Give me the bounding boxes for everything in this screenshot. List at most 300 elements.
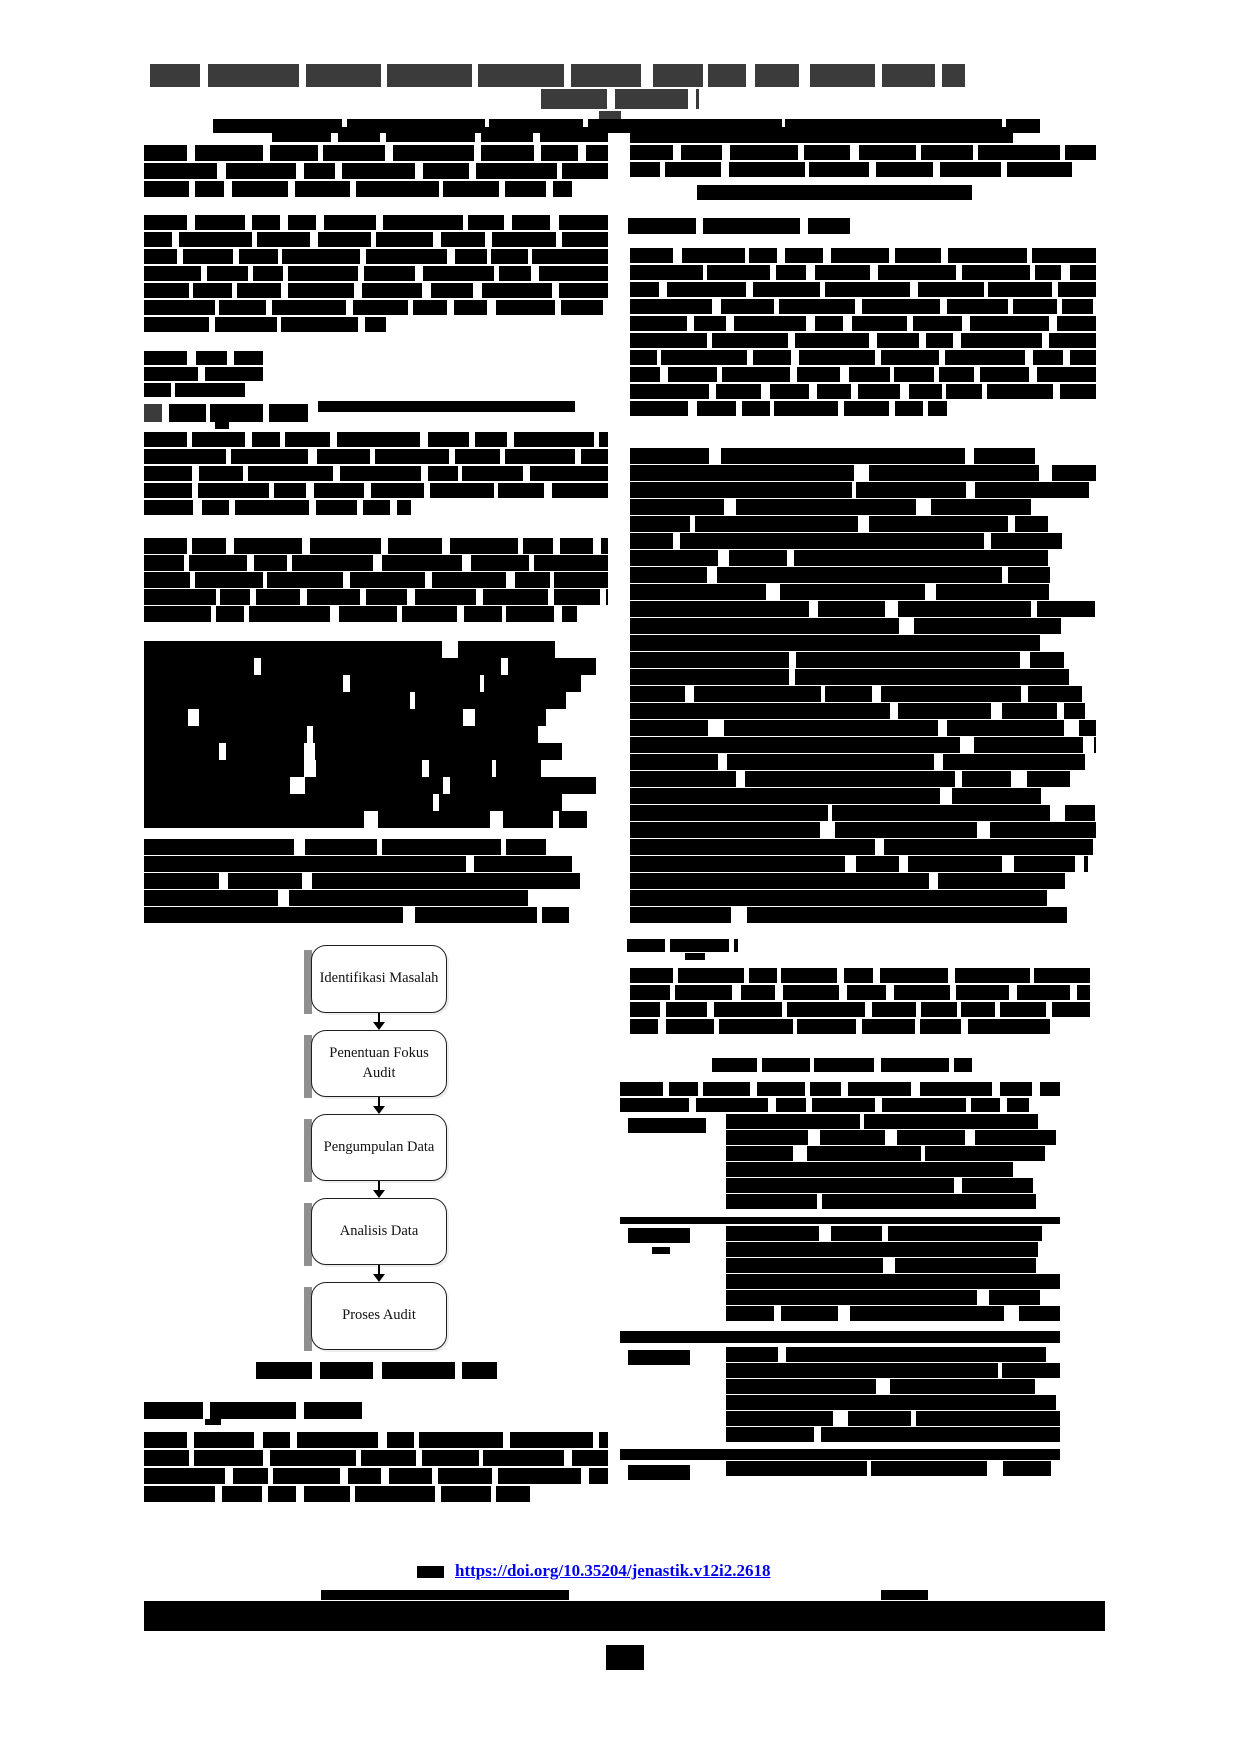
redaction-fragment xyxy=(270,907,402,923)
redaction-abstract-line-1 xyxy=(272,127,608,142)
redaction-fragment xyxy=(630,771,736,787)
redaction-fragment xyxy=(862,1019,915,1034)
redaction-fragment xyxy=(144,794,281,811)
redaction-fragment xyxy=(144,383,171,397)
redaction-fragment xyxy=(318,401,575,412)
flow-step-box xyxy=(311,1030,447,1097)
redaction-fragment xyxy=(606,589,608,605)
redaction-fragment xyxy=(898,703,991,719)
redaction-fragment xyxy=(505,181,546,197)
redaction-fragment xyxy=(443,181,499,197)
redaction-fragment xyxy=(721,448,839,464)
flow-step-label: Analisis Data xyxy=(339,1222,419,1239)
redaction-fragment xyxy=(882,64,935,87)
redaction-fragment xyxy=(462,466,523,481)
redaction-fragment xyxy=(925,1146,1045,1161)
redaction-fragment xyxy=(337,432,420,447)
redaction-fragment xyxy=(708,64,746,87)
redaction-fragment xyxy=(936,584,1049,600)
redaction-fragment xyxy=(939,367,974,382)
flow-arrow-down xyxy=(373,1097,385,1114)
redaction-fragment xyxy=(974,737,1082,753)
redaction-table-row1-content xyxy=(726,1114,1060,1214)
redaction-abstract-p1 xyxy=(144,145,608,200)
redaction-fragment xyxy=(479,873,550,889)
redaction-fragment xyxy=(726,1379,876,1394)
redaction-fragment xyxy=(670,939,730,952)
flow-step-label: Identifikasi Masalah xyxy=(319,970,439,987)
redaction-fragment xyxy=(749,248,777,263)
redaction-fragment xyxy=(781,968,837,983)
redaction-fragment xyxy=(292,692,409,709)
redaction-fragment xyxy=(630,1019,658,1034)
redaction-fragment xyxy=(382,1362,455,1379)
redaction-fragment xyxy=(492,232,556,247)
redaction-fragment xyxy=(844,401,889,416)
redaction-fragment xyxy=(902,1306,948,1321)
redaction-fragment xyxy=(983,1427,1060,1442)
redaction-fragment xyxy=(728,533,826,549)
redaction-fragment xyxy=(850,1306,902,1321)
redaction-fragment xyxy=(665,162,722,177)
redaction-fragment xyxy=(510,1432,593,1448)
redaction-fragment xyxy=(205,367,263,381)
redaction-fragment xyxy=(747,907,844,923)
flow-arrow-stem xyxy=(378,1013,380,1022)
redaction-fragment xyxy=(980,367,1028,382)
redaction-fragment xyxy=(1052,1002,1090,1017)
redaction-fragment xyxy=(458,641,554,658)
redaction-fragment xyxy=(811,890,927,906)
redaction-fragment xyxy=(599,111,621,119)
redaction-fragment xyxy=(239,249,278,264)
redaction-fragment xyxy=(1015,516,1047,532)
redaction-fragment xyxy=(781,1306,838,1321)
redaction-fragment xyxy=(799,350,875,365)
redaction-fragment xyxy=(871,1461,987,1476)
redaction-fragment xyxy=(464,606,501,622)
redaction-fragment xyxy=(554,589,600,605)
redaction-fragment xyxy=(581,449,608,464)
redaction-fragment xyxy=(1002,703,1057,719)
redaction-fragment xyxy=(316,500,357,515)
redaction-fragment xyxy=(386,127,475,142)
redaction-fragment xyxy=(620,1331,1060,1343)
redaction-fragment xyxy=(429,760,492,777)
redaction-fragment xyxy=(559,283,608,298)
redaction-fragment xyxy=(1002,1363,1060,1378)
redaction-fragment xyxy=(562,232,608,247)
redaction-fragment xyxy=(144,1432,187,1448)
redaction-fragment xyxy=(254,555,288,571)
redaction-fragment xyxy=(1008,567,1050,583)
redaction-fragment xyxy=(810,1082,841,1096)
redaction-fragment xyxy=(382,839,502,855)
redaction-title-descender xyxy=(599,111,621,119)
redaction-fragment xyxy=(266,811,313,828)
flow-step-label: Penentuan Fokus Audit xyxy=(329,1044,429,1081)
redaction-fragment xyxy=(484,675,580,692)
redaction-fragment xyxy=(222,1486,262,1502)
redaction-fragment xyxy=(288,215,316,230)
redaction-fragment xyxy=(378,641,443,658)
redaction-fragment xyxy=(231,449,308,464)
redaction-fragment xyxy=(726,1461,867,1476)
redaction-fragment xyxy=(742,401,770,416)
redaction-fragment xyxy=(895,1258,974,1273)
redaction-fragment xyxy=(628,1118,706,1133)
redaction-heading-2-descender xyxy=(205,1419,221,1425)
redaction-fragment xyxy=(961,1002,995,1017)
redaction-fragment xyxy=(628,1350,690,1365)
redaction-fragment xyxy=(363,500,390,515)
redaction-fragment xyxy=(428,466,458,481)
redaction-fragment xyxy=(144,641,291,658)
redaction-fragment xyxy=(832,805,975,821)
redaction-fragment xyxy=(770,686,821,702)
redaction-fragment xyxy=(234,538,302,554)
redaction-fragment xyxy=(630,367,660,382)
redaction-fragment xyxy=(1032,248,1096,263)
redaction-fragment xyxy=(745,771,836,787)
redaction-fragment xyxy=(630,499,676,515)
redaction-fragment xyxy=(729,162,805,177)
redaction-fragment xyxy=(393,658,501,675)
redaction-fragment xyxy=(724,720,836,736)
redaction-footer-bar xyxy=(144,1601,1105,1631)
redaction-fragment xyxy=(481,145,533,161)
redaction-fragment xyxy=(895,248,941,263)
redaction-fragment xyxy=(523,538,553,554)
redaction-fragment xyxy=(984,1347,1046,1362)
redaction-fragment xyxy=(272,300,346,315)
redaction-fragment xyxy=(460,890,528,906)
redaction-fragment xyxy=(144,1468,225,1484)
redaction-fragment xyxy=(355,1486,435,1502)
redaction-fragment xyxy=(324,215,376,230)
redaction-fragment xyxy=(630,162,660,177)
redaction-fragment xyxy=(989,1290,1041,1305)
redaction-fragment xyxy=(628,218,696,234)
redaction-fragment xyxy=(628,1228,690,1243)
redaction-fragment xyxy=(256,1362,312,1379)
redaction-fragment xyxy=(630,635,736,651)
redaction-fragment xyxy=(144,483,192,498)
redaction-fragment xyxy=(630,985,670,1000)
redaction-fragment xyxy=(389,1468,433,1484)
redaction-fragment xyxy=(144,215,187,230)
redaction-fragment xyxy=(1028,686,1082,702)
redaction-fragment xyxy=(774,873,929,889)
redaction-fragment xyxy=(815,265,870,280)
flow-arrow-down xyxy=(373,1013,385,1030)
redaction-fragment xyxy=(233,1468,268,1484)
redaction-fragment xyxy=(954,1058,972,1072)
redaction-fragment xyxy=(769,1411,832,1426)
redaction-fragment xyxy=(398,890,461,906)
redaction-right-p3-nub xyxy=(685,953,705,960)
redaction-fragment xyxy=(762,1058,809,1072)
redaction-fragment xyxy=(144,555,184,571)
redaction-fragment xyxy=(462,1362,497,1379)
redaction-fragment xyxy=(795,669,919,685)
redaction-fragment xyxy=(630,873,774,889)
redaction-fragment xyxy=(1057,316,1096,331)
redaction-fragment xyxy=(183,249,233,264)
redaction-fragment xyxy=(144,1486,215,1502)
redaction-fragment xyxy=(257,232,310,247)
redaction-fragment xyxy=(572,1450,608,1466)
redaction-fragment xyxy=(987,384,1053,399)
redaction-fragment xyxy=(226,743,304,760)
redaction-fragment xyxy=(562,163,608,179)
redaction-fragment xyxy=(859,145,916,160)
redaction-fragment xyxy=(694,686,770,702)
redaction-fragment xyxy=(628,1465,690,1480)
redaction-fragment xyxy=(991,533,1062,549)
redaction-fragment xyxy=(441,1486,491,1502)
redaction-fragment xyxy=(696,89,699,109)
flow-step-label: Pengumpulan Data xyxy=(323,1138,435,1155)
doi-link[interactable]: https://doi.org/10.35204/jenastik.v12i2.2618 xyxy=(455,1561,771,1580)
redaction-fragment xyxy=(144,232,172,247)
redaction-fragment xyxy=(194,1450,263,1466)
redaction-fragment xyxy=(669,1082,697,1096)
redaction-fragment xyxy=(1000,839,1093,855)
redaction-fragment xyxy=(862,299,939,314)
redaction-fragment xyxy=(974,448,1035,464)
redaction-fragment xyxy=(848,1082,910,1096)
redaction-fragment xyxy=(898,601,1030,617)
redaction-fragment xyxy=(678,968,744,983)
redaction-fragment xyxy=(719,1019,792,1034)
redaction-fragment xyxy=(478,64,564,87)
redaction-fragment xyxy=(948,248,1027,263)
redaction-fragment xyxy=(144,1450,189,1466)
redaction-fragment xyxy=(249,606,330,622)
redaction-fragment xyxy=(364,266,415,281)
redaction-fragment xyxy=(630,669,789,685)
redaction-fragment xyxy=(415,692,476,709)
redaction-fragment xyxy=(847,985,886,1000)
redaction-fragment xyxy=(881,1058,949,1072)
redaction-fragment xyxy=(144,743,219,760)
flow-step-box xyxy=(311,945,447,1013)
redaction-fragment xyxy=(721,299,774,314)
redaction-fragment xyxy=(856,482,966,498)
redaction-fragment xyxy=(144,432,187,447)
redaction-fragment xyxy=(818,601,884,617)
redaction-fragment xyxy=(144,675,229,692)
redaction-fragment xyxy=(918,282,984,297)
redaction-fragment xyxy=(1062,299,1093,314)
redaction-fragment xyxy=(630,584,766,600)
redaction-figure-caption xyxy=(256,1362,497,1379)
redaction-fragment xyxy=(198,483,270,498)
redaction-fragment xyxy=(483,589,548,605)
redaction-fragment xyxy=(430,483,493,498)
redaction-fragment xyxy=(712,333,788,348)
redaction-fragment xyxy=(630,618,775,634)
redaction-fragment xyxy=(192,432,245,447)
redaction-fragment xyxy=(305,777,443,794)
redaction-fragment xyxy=(926,333,953,348)
redaction-fragment xyxy=(897,1130,966,1145)
redaction-fragment xyxy=(916,1411,1060,1426)
redaction-fragment xyxy=(1086,482,1089,498)
redaction-table-row2-nub xyxy=(652,1247,670,1254)
redaction-fragment xyxy=(1013,299,1058,314)
redaction-fragment xyxy=(630,839,708,855)
redaction-fragment xyxy=(770,384,809,399)
flow-arrow-head xyxy=(373,1022,385,1030)
redaction-fragment xyxy=(313,811,364,828)
redaction-table-caption xyxy=(712,1058,972,1072)
redaction-fragment xyxy=(1084,856,1088,872)
redaction-fragment xyxy=(920,1082,992,1096)
redaction-fragment xyxy=(836,771,955,787)
redaction-fragment xyxy=(914,618,983,634)
redaction-fragment xyxy=(820,1130,886,1145)
redaction-fragment xyxy=(144,249,177,264)
redaction-fragment xyxy=(1019,1306,1060,1321)
redaction-fragment xyxy=(668,367,717,382)
redaction-fragment xyxy=(675,985,732,1000)
redaction-fragment xyxy=(835,822,977,838)
redaction-fragment xyxy=(313,726,470,743)
redaction-fragment xyxy=(559,811,586,828)
redaction-fragment xyxy=(383,215,462,230)
redaction-fragment xyxy=(413,300,447,315)
redaction-fragment xyxy=(630,737,791,753)
redaction-fragment xyxy=(797,367,840,382)
redaction-fragment xyxy=(253,266,283,281)
redaction-fragment xyxy=(1014,856,1075,872)
redaction-fragment xyxy=(499,266,531,281)
redaction-fragment xyxy=(1077,985,1090,1000)
redaction-fragment xyxy=(821,1427,983,1442)
redaction-fragment xyxy=(207,266,248,281)
redaction-fragment xyxy=(365,317,386,332)
redaction-fragment xyxy=(928,401,947,416)
redaction-fragment xyxy=(599,1432,608,1448)
redaction-fragment xyxy=(791,754,933,770)
redaction-fragment xyxy=(506,839,546,855)
redaction-table-row4-content xyxy=(726,1461,1060,1483)
redaction-fragment xyxy=(552,483,608,498)
redaction-fragment xyxy=(553,181,573,197)
redaction-fragment xyxy=(935,1347,985,1362)
redaction-fragment xyxy=(630,968,673,983)
redaction-fragment xyxy=(571,64,641,87)
redaction-fragment xyxy=(496,300,555,315)
redaction-fragment xyxy=(195,181,224,197)
redaction-fragment xyxy=(630,1002,660,1017)
flow-arrow-head xyxy=(373,1274,385,1282)
redaction-fragment xyxy=(144,266,201,281)
redaction-fragment xyxy=(753,350,791,365)
redaction-fragment xyxy=(268,1486,296,1502)
redaction-fragment xyxy=(661,350,746,365)
redaction-fragment xyxy=(1000,1002,1046,1017)
redaction-fragment xyxy=(423,163,469,179)
redaction-fragment xyxy=(962,265,1030,280)
redaction-fragment xyxy=(697,185,972,200)
redaction-fragment xyxy=(932,465,1039,481)
redaction-fragment xyxy=(340,466,420,481)
redaction-fragment xyxy=(831,1226,882,1241)
redaction-fragment xyxy=(902,907,1043,923)
redaction-fragment xyxy=(676,499,724,515)
redaction-fragment xyxy=(726,1347,778,1362)
redaction-fragment xyxy=(787,1002,864,1017)
redaction-fragment xyxy=(845,907,903,923)
redaction-fragment xyxy=(921,145,973,160)
redaction-fragment xyxy=(630,299,712,314)
redaction-fragment xyxy=(877,333,919,348)
redaction-table-header xyxy=(620,1082,1060,1112)
redaction-fragment xyxy=(777,482,852,498)
redaction-fragment xyxy=(908,856,1002,872)
redaction-fragment xyxy=(630,448,709,464)
redaction-fragment xyxy=(630,316,687,331)
redaction-fragment xyxy=(482,283,552,298)
redaction-fragment xyxy=(220,589,250,605)
redaction-fragment xyxy=(1003,1461,1051,1476)
flow-arrow-head xyxy=(373,1106,385,1114)
flow-arrow-stem xyxy=(378,1265,380,1274)
redaction-fragment xyxy=(274,483,306,498)
redaction-fragment xyxy=(288,283,354,298)
redaction-table-row1-label xyxy=(628,1118,706,1133)
redaction-fragment xyxy=(773,1290,836,1305)
redaction-fragment xyxy=(693,856,845,872)
redaction-fragment xyxy=(235,500,309,515)
redaction-right-p2 xyxy=(630,248,1096,428)
redaction-fragment xyxy=(1033,350,1062,365)
redaction-fragment xyxy=(285,432,331,447)
redaction-fragment xyxy=(506,606,554,622)
redaction-fragment xyxy=(475,692,561,709)
redaction-fragment xyxy=(620,1082,663,1096)
redaction-fragment xyxy=(882,1098,966,1112)
redaction-table-sep-3 xyxy=(620,1449,1060,1460)
redaction-fragment xyxy=(1017,985,1070,1000)
redaction-fragment xyxy=(1065,805,1096,821)
redaction-fragment xyxy=(599,432,608,447)
redaction-fragment xyxy=(1058,282,1096,297)
redaction-right-p1-line1 xyxy=(630,127,1013,143)
redaction-fragment xyxy=(680,533,728,549)
redaction-fragment xyxy=(1007,1098,1028,1112)
redaction-fragment xyxy=(844,968,874,983)
redaction-fragment xyxy=(630,384,709,399)
redaction-fragment xyxy=(179,232,252,247)
redaction-fragment xyxy=(630,652,789,668)
redaction-fragment xyxy=(943,754,1085,770)
redaction-fragment xyxy=(809,162,869,177)
redaction-fragment xyxy=(952,788,1042,804)
redaction-fragment xyxy=(726,1242,867,1257)
redaction-fragment xyxy=(726,1178,894,1193)
redaction-fragment xyxy=(350,675,479,692)
redaction-fragment xyxy=(270,1450,356,1466)
redaction-fragment xyxy=(858,384,900,399)
redaction-fragment xyxy=(974,1258,1036,1273)
redaction-fragment xyxy=(1000,1082,1031,1096)
redaction-fragment xyxy=(836,720,886,736)
redaction-fragment xyxy=(366,249,447,264)
